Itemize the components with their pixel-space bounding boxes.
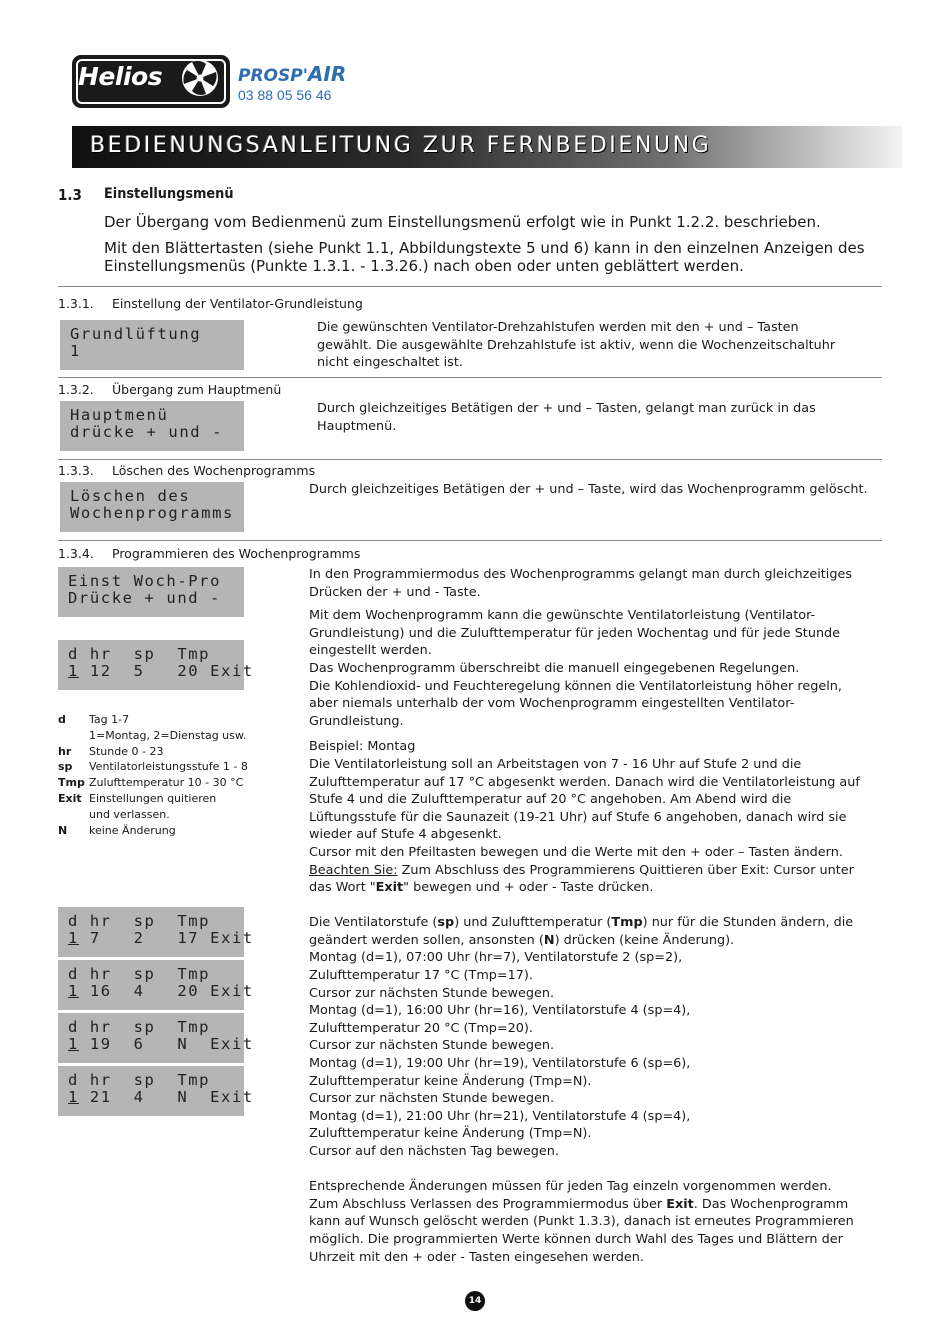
divider [58, 540, 882, 541]
description-text: Durch gleichzeitiges Betätigen der + und – Taste, wird das Wochenprogramm gelöscht. [309, 482, 868, 497]
subsection-heading: 1.3.3. Löschen des Wochenprogramms [58, 463, 316, 478]
prospair-logo: PROSP'AIR [238, 62, 347, 86]
step-line: Montag (d=1), 07:00 Uhr (hr=7), Ventilatorstufe 2 (sp=2), [309, 950, 683, 966]
subsection-heading: 1.3.4. Programmieren des Wochenprogramms [58, 546, 361, 561]
paragraph: Die Kohlendioxid- und Feuchteregelung können die Ventilatorleistung höher regeln, aber niemals unterhalb der vom Wochenprogramm eingestellten Ventilator-Grundleistung. [309, 678, 842, 729]
step-line: Cursor zur nächsten Stunde bewegen. [309, 985, 555, 1001]
legend: d Tag 1-7 1=Montag, 2=Dienstag usw. hr Stunde 0 - 23 sp Ventilatorleistungsstufe 1 - 8 Tmp Zulufttemperatur 10 - 30 °C Exit Einstellungen quitieren und verlassen. N keine Änderung [58, 713, 248, 837]
step-line: Cursor zur nächsten Stunde bewegen. [309, 1038, 555, 1054]
section-title: Einstellungsmenü [104, 186, 234, 202]
divider [58, 377, 882, 378]
lcd-display: Hauptmenü drücke + und - [60, 401, 244, 451]
logo-text: Helios [78, 62, 163, 91]
phone-number: 03 88 05 56 46 [238, 87, 332, 103]
paragraph: Entsprechende Änderungen müssen für jeden Tag einzeln vorgenommen werden. [309, 1179, 832, 1195]
paragraph: Das Wochenprogramm überschreibt die manuell eingegebenen Regelungen. [309, 660, 800, 676]
step-line: Zulufttemperatur keine Änderung (Tmp=N). [309, 1073, 592, 1089]
step-line: Zulufttemperatur 17 °C (Tmp=17). [309, 968, 533, 984]
lcd-program-row: d hr sp Tmp 1 21 4 N Exit [58, 1066, 244, 1116]
paragraph: Zum Abschluss Verlassen des Programmiermodus über Exit. Das Wochenprogramm kann auf Wunsch gelöscht werden (Punkt 1.3.3), danach ist erneutes Programmieren möglich. Die programmierten Werte können durch Wahl des Tages und Blättern der Uhrzeit mit den + oder - Tasten eingesehen werden. [309, 1196, 854, 1265]
lcd-program-row: d hr sp Tmp 1 12 5 20 Exit [58, 640, 244, 690]
subsection-heading: 1.3.2. Übergang zum Hauptmenü [58, 382, 282, 397]
lcd-program-row: d hr sp Tmp 1 16 4 20 Exit [58, 960, 244, 1010]
fan-icon [180, 58, 220, 98]
lcd-display: Grundlüftung 1 [60, 320, 244, 370]
paragraph: Cursor mit den Pfeiltasten bewegen und die Werte mit den + oder – Tasten ändern. [309, 844, 843, 860]
page-number: 14 [465, 1291, 485, 1311]
intro-paragraph-2: Mit den Blättertasten (siehe Punkt 1.1, Abbildungstexte 5 und 6) kann in den einzelnen Anzeigen des Einstellungsmenüs (Punkte 1.3.1. - 1.3.26.) nach oben oder unten geblättert werden. [104, 239, 865, 275]
divider [58, 286, 882, 287]
page-title: BEDIENUNGSANLEITUNG ZUR FERNBEDIENUNG [90, 133, 712, 158]
step-line: Cursor auf den nächsten Tag bewegen. [309, 1144, 559, 1159]
description-text: Durch gleichzeitiges Betätigen der + und – Tasten, gelangt man zurück in das Hauptmenü. [317, 401, 816, 434]
paragraph: In den Programmiermodus des Wochenprogramms gelangt man durch gleichzeitiges Drücken der + und - Taste. [309, 567, 852, 600]
note-paragraph: Beachten Sie: Zum Abschluss des Programmierens Quittieren über Exit: Cursor unter das Wort "Exit" bewegen und + oder - Taste drücken. [309, 862, 854, 896]
divider [58, 459, 882, 460]
paragraph: Die Ventilatorleistung soll an Arbeitstagen von 7 - 16 Uhr auf Stufe 2 und die Zulufttemperatur auf 17 °C abgesenkt werden. Danach wird die Ventilatorleistung auf Stufe 4 und die Zulufttemperatur auf 20 °C angehoben. Am Abend wird die Lüftungsstufe für die Saunazeit (19-21 Uhr) auf Stufe 6 angehoben, danach wird sie wieder auf Stufe 4 abgesenkt. [309, 756, 860, 843]
section-number: 1.3 [58, 186, 82, 204]
step-line: Montag (d=1), 16:00 Uhr (hr=16), Ventilatorstufe 4 (sp=4), [309, 1003, 691, 1019]
paragraph: Mit dem Wochenprogramm kann die gewünschte Ventilatorleistung (Ventilator-Grundleistung) und die Zulufttemperatur für jeden Wochentag und für jede Stunde eingestellt werden. [309, 608, 841, 659]
helios-logo [72, 55, 230, 108]
lcd-program-row: d hr sp Tmp 1 7 2 17 Exit [58, 907, 244, 957]
step-line: Zulufttemperatur keine Änderung (Tmp=N). [309, 1126, 592, 1142]
step-line: Zulufttemperatur 20 °C (Tmp=20). [309, 1020, 533, 1036]
example-title: Beispiel: Montag [309, 739, 416, 755]
paragraph: Die Ventilatorstufe (sp) und Zulufttemperatur (Tmp) nur für die Stunden ändern, die geändert werden sollen, ansonsten (N) drücken (keine Änderung). [309, 915, 854, 948]
lcd-program-row: d hr sp Tmp 1 19 6 N Exit [58, 1013, 244, 1063]
program-text [309, 566, 869, 1266]
subsection-heading: 1.3.1. Einstellung der Ventilator-Grundleistung [58, 296, 363, 311]
title-banner [72, 126, 902, 168]
description-text: Die gewünschten Ventilator-Drehzahlstufen werden mit den + und – Tasten gewählt. Die ausgewählte Drehzahlstufe ist aktiv, wenn die Wochenzeitschaltuhr nicht eingeschaltet ist. [317, 320, 836, 371]
lcd-display: Löschen des Wochenprogramms [60, 482, 244, 532]
intro-paragraph-1: Der Übergang vom Bedienmenü zum Einstellungsmenü erfolgt wie in Punkt 1.2.2. beschrieben. [104, 213, 821, 231]
step-line: Montag (d=1), 19:00 Uhr (hr=19), Ventilatorstufe 6 (sp=6), [309, 1056, 691, 1072]
step-line: Cursor zur nächsten Stunde bewegen. [309, 1091, 555, 1107]
step-line: Montag (d=1), 21:00 Uhr (hr=21), Ventilatorstufe 4 (sp=4), [309, 1108, 691, 1124]
lcd-display: Einst Woch-Pro Drücke + und - [58, 567, 244, 617]
